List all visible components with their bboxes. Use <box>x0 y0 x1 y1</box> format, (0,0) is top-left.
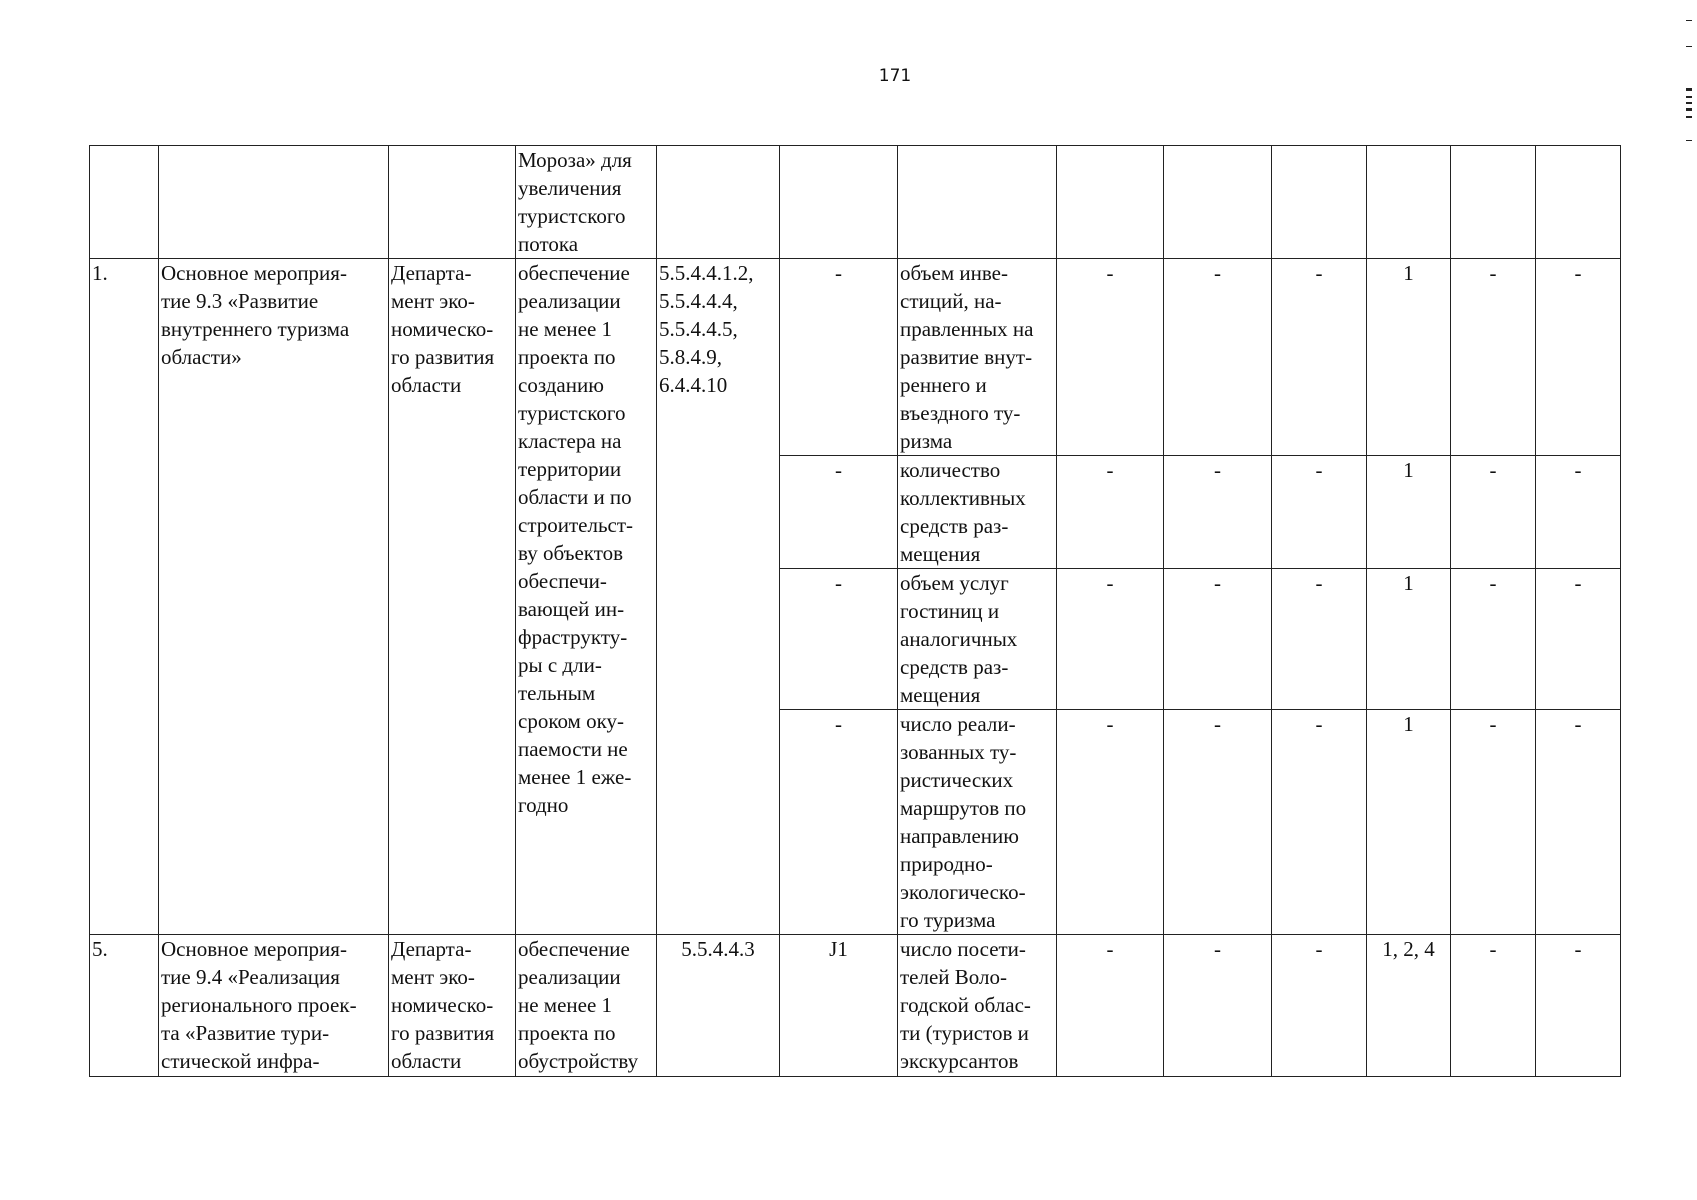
cell-value: - <box>1451 569 1536 710</box>
cell-value: 1 <box>1367 456 1451 569</box>
cell-row-number: 1. <box>90 259 159 935</box>
cell-indicator-name: количество коллективных средств раз- мещения <box>898 456 1057 569</box>
cell-value: - <box>1272 935 1367 1077</box>
cell-executor: Департа- мент эко- номическо- го развития области <box>389 259 516 935</box>
scan-edge-marks <box>1686 20 1694 160</box>
cell-result: обеспечение реализации не менее 1 проекта по обустройству <box>516 935 657 1077</box>
cell-empty <box>1272 146 1367 259</box>
cell-value: - <box>1057 710 1164 935</box>
table-row <box>90 935 1621 1077</box>
cell-value: - <box>1536 456 1621 569</box>
cell-row-number: 5. <box>90 935 159 1077</box>
page-number: 171 <box>878 66 912 86</box>
cell-project: - <box>780 710 898 935</box>
cell-empty <box>1164 146 1272 259</box>
cell-empty <box>159 146 389 259</box>
cell-empty <box>898 146 1057 259</box>
cell-value: - <box>1164 710 1272 935</box>
cell-value: 1 <box>1367 710 1451 935</box>
cell-value: - <box>1536 259 1621 456</box>
cell-indicator-name: объем инве- стиций, на- правленных на развитие внут- реннего и въездного ту- ризма <box>898 259 1057 456</box>
cell-result-continuation: Мороза» для увеличения туристского потока <box>516 146 657 259</box>
cell-value: - <box>1272 259 1367 456</box>
cell-value: - <box>1057 569 1164 710</box>
cell-empty <box>1451 146 1536 259</box>
cell-codes: 5.5.4.4.3 <box>657 935 780 1077</box>
cell-empty <box>90 146 159 259</box>
cell-empty <box>1367 146 1451 259</box>
cell-empty <box>780 146 898 259</box>
cell-event: Основное мероприя- тие 9.3 «Развитие внутреннего туризма области» <box>159 259 389 935</box>
program-table <box>89 145 1621 1077</box>
cell-indicator-name: число реали- зованных ту- ристических маршрутов по направлению природно- экологическо- го туризма <box>898 710 1057 935</box>
cell-empty <box>657 146 780 259</box>
cell-value: - <box>1164 259 1272 456</box>
cell-value: - <box>1272 456 1367 569</box>
cell-executor: Департа- мент эко- номическо- го развития области <box>389 935 516 1077</box>
cell-empty <box>1536 146 1621 259</box>
cell-project: - <box>780 569 898 710</box>
cell-value: - <box>1451 710 1536 935</box>
cell-value: - <box>1057 935 1164 1077</box>
cell-project: J1 <box>780 935 898 1077</box>
cell-project: - <box>780 456 898 569</box>
cell-value: - <box>1164 569 1272 710</box>
table-row-continuation <box>90 146 1621 259</box>
cell-value: 1 <box>1367 569 1451 710</box>
cell-value: - <box>1536 569 1621 710</box>
cell-project: - <box>780 259 898 456</box>
cell-value: - <box>1536 710 1621 935</box>
cell-value: - <box>1057 456 1164 569</box>
cell-value: - <box>1164 456 1272 569</box>
cell-empty <box>1057 146 1164 259</box>
cell-value: - <box>1057 259 1164 456</box>
cell-value: - <box>1451 935 1536 1077</box>
cell-value: - <box>1272 710 1367 935</box>
cell-value: - <box>1451 259 1536 456</box>
cell-codes: 5.5.4.4.1.2, 5.5.4.4.4, 5.5.4.4.5, 5.8.4.9, 6.4.4.10 <box>657 259 780 935</box>
cell-empty <box>389 146 516 259</box>
cell-event: Основное мероприя- тие 9.4 «Реализация регионального проек- та «Развитие тури- стической инфра- <box>159 935 389 1077</box>
cell-result: обеспечение реализации не менее 1 проекта по созданию туристского кластера на территории области и по строительст- ву объектов обеспечи- вающей ин- фраструкту- ры с дли- тельным сроком оку- паемости не менее 1 еже- годно <box>516 259 657 935</box>
cell-value: - <box>1272 569 1367 710</box>
table-row <box>90 259 1621 456</box>
cell-indicator-name: число посети- телей Воло- годской облас- ти (туристов и экскурсантов <box>898 935 1057 1077</box>
cell-value: 1 <box>1367 259 1451 456</box>
cell-value: - <box>1164 935 1272 1077</box>
cell-value: - <box>1536 935 1621 1077</box>
cell-value: - <box>1451 456 1536 569</box>
cell-indicator-name: объем услуг гостиниц и аналогичных средств раз- мещения <box>898 569 1057 710</box>
cell-value: 1, 2, 4 <box>1367 935 1451 1077</box>
